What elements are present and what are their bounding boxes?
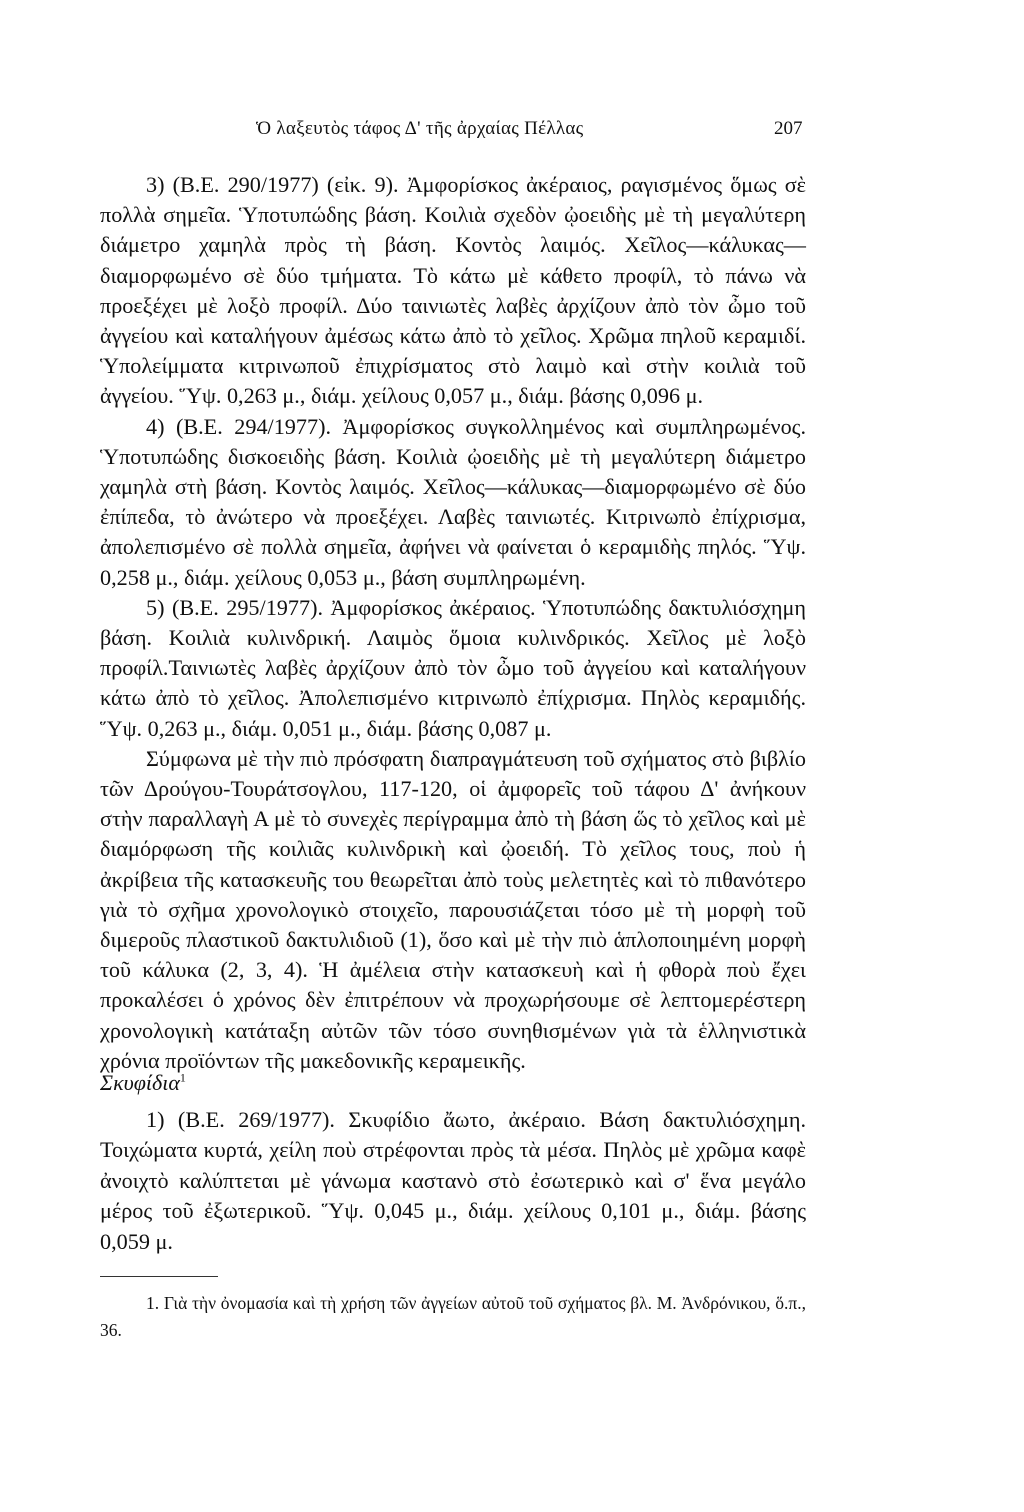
section-heading-text: Σκυφίδια: [100, 1070, 180, 1095]
section-text: [100, 1105, 806, 1257]
footnote-text: 1. Γιὰ τὴν ὀνομασία καὶ τὴ χρήση τῶν ἀγγείων αὐτοῦ τοῦ σχήματος βλ. Μ. Ἀνδρόνικου, ὅ.π., 36.: [100, 1293, 806, 1340]
paragraph-item-4: 4) (Β.Ε. 294/1977). Ἀμφορίσκος συγκολλημένος καὶ συμπληρωμένος. Ὑποτυπώδης δισκοειδὴς βάση. Κοιλιὰ ᾠοειδὴς μὲ τὴ μεγαλύτερη διάμετρο χαμηλὰ στὴ βάση. Κοντὸς λαιμός. Χεῖλος—κάλυκας—διαμορφωμένο σὲ δύο ἐπίπεδα, τὸ ἀνώτερο νὰ προεξέχει. Λαβὲς ταινιωτές. Κιτρινωπὸ ἐπίχρισμα, ἀπολεπισμένο σὲ πολλὰ σημεῖα, ἀφήνει νὰ φαίνεται ὁ κεραμιδὴς πηλός. Ὕψ. 0,258 μ., διάμ. χείλους 0,053 μ., βάση συμπληρωμένη.: [100, 413, 806, 590]
main-text: [100, 170, 806, 1076]
running-header: Ὁ λαξευτὸς τάφος Δ' τῆς ἀρχαίας Πέλλας: [256, 118, 584, 139]
footnote: [100, 1290, 806, 1344]
paragraph-discussion: Σύμφωνα μὲ τὴν πιὸ πρόσφατη διαπραγμάτευση τοῦ σχήματος στὸ βιβλίο τῶν Δρούγου-Τουράτσογλου, 117-120, οἱ ἀμφορεῖς τοῦ τάφου Δ' ἀνήκουν στὴν παραλλαγὴ Α μὲ τὸ συνεχὲς περίγραμμα ἀπὸ τὴ βάση ὥς τὸ χεῖλος καὶ μὲ διαμόρφωση τῆς κοιλιᾶς κυλινδρικὴ καὶ ᾠοειδή. Τὸ χεῖλος τους, ποὺ ἡ ἀκρίβεια τῆς κατασκευῆς του θεωρεῖται ἀπὸ τοὺς μελετητὲς καὶ τὸ πιθανότερο γιὰ τὸ σχῆμα χρονολογικὸ στοιχεῖο, παρουσιάζεται τόσο μὲ τὴ μορφὴ τοῦ διμεροῦς πλαστικοῦ δακτυλιδιοῦ (1), ὅσο καὶ μὲ τὴν πιὸ ἁπλοποιημένη μορφὴ τοῦ κάλυκα (2, 3, 4). Ἡ ἀμέλεια στὴν κατασκευὴ καὶ ἡ φθορὰ ποὺ ἔχει προκαλέσει ὁ χρόνος δὲν ἐπιτρέπουν νὰ προχωρήσουμε σὲ λεπτομερέστερη χρονολογικὴ κατάταξη αὐτῶν τῶν τόσο συνηθισμένων γιὰ τὰ ἑλληνιστικὰ χρόνια προϊόντων τῆς μακεδονικῆς κεραμεικῆς.: [100, 745, 806, 1073]
paragraph-item-5: 5) (Β.Ε. 295/1977). Ἀμφορίσκος ἀκέραιος. Ὑποτυπώδης δακτυλιόσχημη βάση. Κοιλιὰ κυλινδρική. Λαιμὸς ὅμοια κυλινδρικός. Χεῖλος μὲ λοξὸ προφίλ.Ταινιωτὲς λαβὲς ἀρχίζουν ἀπὸ τὸν ὦμο τοῦ ἀγγείου καὶ καταλήγουν κάτω ἀπὸ τὸ χεῖλος. Ἀπολεπισμένο κιτρινωπὸ ἐπίχρισμα. Πηλὸς κεραμιδής. Ὕψ. 0,263 μ., διάμ. 0,051 μ., διάμ. βάσης 0,087 μ.: [100, 594, 806, 741]
paragraph-item-3: 3) (Β.Ε. 290/1977) (εἰκ. 9). Ἀμφορίσκος ἀκέραιος, ραγισμένος ὅμως σὲ πολλὰ σημεῖα. Ὑποτυπώδης βάση. Κοιλιὰ σχεδὸν ᾠοειδὴς μὲ τὴ μεγαλύτερη διάμετρο χαμηλὰ πρὸς τὴ βάση. Κοντὸς λαιμός. Χεῖλος—κάλυκας—διαμορφωμένο σὲ δύο τμήματα. Τὸ κάτω μὲ κάθετο προφίλ, τὸ πάνω νὰ προεξέχει μὲ λοξὸ προφίλ. Δύο ταινιωτὲς λαβὲς ἀρχίζουν ἀπὸ τὸν ὦμο τοῦ ἀγγείου καὶ καταλήγουν ἀμέσως κάτω ἀπὸ τὸ χεῖλος. Χρῶμα πηλοῦ κεραμιδί. Ὑπολείμματα κιτρινωποῦ ἐπιχρίσματος στὸ λαιμὸ καὶ στὴν κοιλιὰ τοῦ ἀγγείου. Ὕψ. 0,263 μ., διάμ. χείλους 0,057 μ., διάμ. βάσης 0,096 μ.: [100, 172, 806, 409]
footnote-divider: [100, 1276, 218, 1277]
paragraph-item-1: 1) (Β.Ε. 269/1977). Σκυφίδιο ἄωτο, ἀκέραιο. Βάση δακτυλιόσχημη. Τοιχώματα κυρτά, χείλη ποὺ στρέφονται πρὸς τὰ μέσα. Πηλὸς μὲ χρῶμα καφὲ ἀνοιχτὸ καλύπτεται μὲ γάνωμα καστανὸ στὸ ἐσωτερικὸ καὶ σ' ἕνα μεγάλο μέρος τοῦ ἐξωτερικοῦ. Ὕψ. 0,045 μ., διάμ. χείλους 0,101 μ., διάμ. βάσης 0,059 μ.: [100, 1107, 806, 1254]
section-heading: [100, 1070, 186, 1096]
page-number: 207: [774, 118, 803, 139]
footnote-reference: 1: [179, 1070, 186, 1085]
